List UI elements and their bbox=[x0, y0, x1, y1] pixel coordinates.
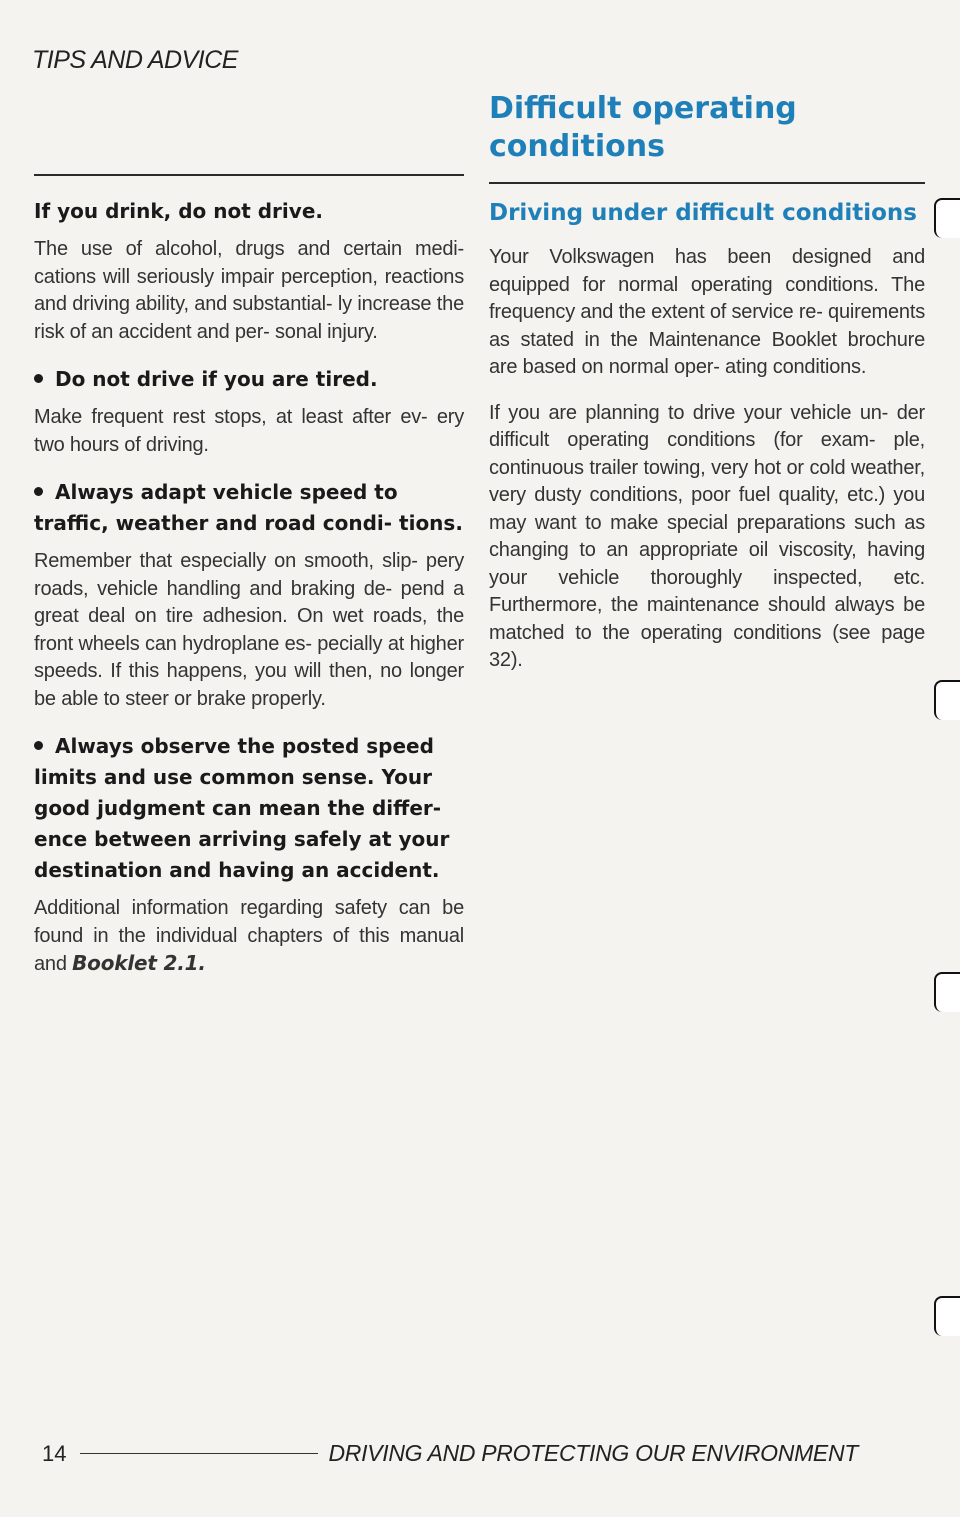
right-column bbox=[489, 90, 925, 675]
booklet-reference: Booklet 2.1. bbox=[72, 951, 206, 975]
index-tab-mark bbox=[934, 1296, 960, 1336]
adapt-speed-heading-text: Always adapt vehicle speed to traffic, weather and road condi- tions. bbox=[34, 480, 463, 535]
page-number: 14 bbox=[42, 1440, 67, 1466]
left-divider bbox=[34, 174, 464, 176]
index-tab-mark bbox=[934, 972, 960, 1012]
section-subtitle: Driving under difficult conditions bbox=[489, 200, 917, 226]
chapter-title: DRIVING AND PROTECTING OUR ENVIRONMENT bbox=[328, 1440, 859, 1466]
design-paragraph: Your Volkswagen has been designed and equipped for normal operating conditions. The frequency and the extent of service re- quirements as stated in the Maintenance Booklet brochure are based on normal oper- ating conditions. bbox=[489, 246, 925, 378]
page-footer bbox=[42, 1440, 922, 1467]
drink-drive-text: The use of alcohol, drugs and certain medi- cations will seriously impair perception, reactions and driving ability, and substantial- ly increase the risk of an accident and per- sonal injury. bbox=[34, 238, 464, 343]
difficult-conditions-paragraph: If you are planning to drive your vehicle un- der difficult operating conditions (for exam- ple, continuous trailer towing, very hot or cold weather, very dusty conditions, poor fuel quality, etc.) you may want to make special preparations such as changing to an appropriate oil viscosity, having your vehicle thoroughly inspected, etc. Furthermore, the maintenance should always be matched to the operating conditions (see page 32). bbox=[489, 401, 925, 671]
adapt-speed-text: Remember that especially on smooth, slip- pery roads, vehicle handling and braking de- pend a great deal on tire adhesion. On wet roads, the front wheels can hydroplane es- pecially at higher speeds. If this happens, you will then, no longer be able to steer or brake properly. bbox=[34, 550, 464, 710]
section-header: TIPS AND ADVICE bbox=[32, 46, 238, 74]
speed-limit-heading-text: Always observe the posted speed limits and use common sense. Your good judgment can mean the differ- ence between arriving safely at your destination and having an accident. bbox=[34, 734, 450, 882]
adapt-speed-heading bbox=[34, 477, 464, 539]
right-divider bbox=[489, 182, 925, 184]
tired-text: Make frequent rest stops, at least after ev- ery two hours of driving. bbox=[34, 406, 464, 456]
left-column bbox=[34, 174, 464, 979]
drink-drive-heading: If you drink, do not drive. bbox=[34, 199, 323, 223]
speed-limit-heading bbox=[34, 731, 464, 886]
index-tab-mark bbox=[934, 680, 960, 720]
page-title: Difficult operating conditions bbox=[489, 91, 797, 164]
tired-heading bbox=[34, 364, 464, 395]
tired-heading-text: Do not drive if you are tired. bbox=[55, 367, 378, 391]
additional-info-text bbox=[34, 895, 464, 979]
footer-rule bbox=[80, 1453, 318, 1455]
additional-info-body: Additional information regarding safety can be found in the individual chapters of this manual and bbox=[34, 897, 464, 975]
index-tab-mark bbox=[934, 198, 960, 238]
